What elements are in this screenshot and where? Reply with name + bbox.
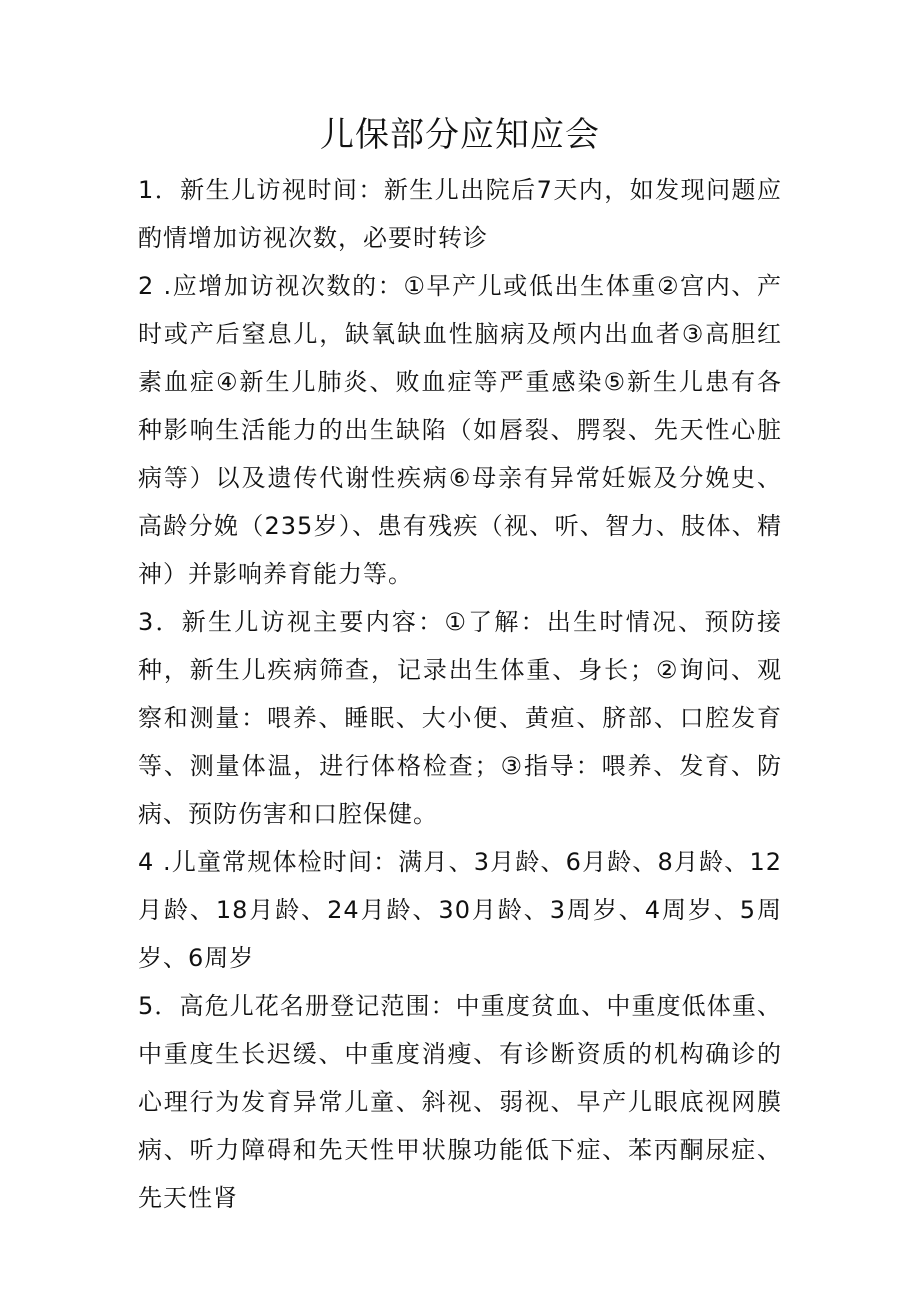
paragraph-1: 1．新生儿访视时间：新生儿出院后7天内，如发现问题应酌情增加访视次数，必要时转诊 <box>138 176 782 252</box>
paragraph-2: 2 .应增加访视次数的：①早产儿或低出生体重②宫内、产时或产后窒息儿，缺氧缺血性脑病及颅内出血者③高胆红素血症④新生儿肺炎、败血症等严重感染⑤新生儿患有各种影响生活能力的出生缺陷（如唇裂、腭裂、先天性心脏病等）以及遗传代谢性疾病⑥母亲有异常妊娠及分娩史、高龄分娩（235岁）、患有残疾（视、听、智力、肢体、精神）并影响养育能力等。 <box>138 272 782 588</box>
document-body <box>138 166 782 1222</box>
paragraph-3: 3．新生儿访视主要内容：①了解：出生时情况、预防接种，新生儿疾病筛查，记录出生体重、身长；②询问、观察和测量：喂养、睡眠、大小便、黄疸、脐部、口腔发育等、测量体温，进行体格检查；③指导：喂养、发育、防病、预防伤害和口腔保健。 <box>138 608 782 828</box>
document-title: 儿保部分应知应会 <box>320 115 600 155</box>
paragraph-5: 5．高危儿花名册登记范围：中重度贫血、中重度低体重、中重度生长迟缓、中重度消瘦、有诊断资质的机构确诊的心理行为发育异常儿童、斜视、弱视、早产儿眼底视网膜病、听力障碍和先天性甲状腺功能低下症、苯丙酮尿症、先天性肾 <box>138 992 782 1212</box>
paragraph-4: 4 .儿童常规体检时间：满月、3月龄、6月龄、8月龄、12月龄、18月龄、24月龄、30月龄、3周岁、4周岁、5周岁、6周岁 <box>138 848 782 972</box>
